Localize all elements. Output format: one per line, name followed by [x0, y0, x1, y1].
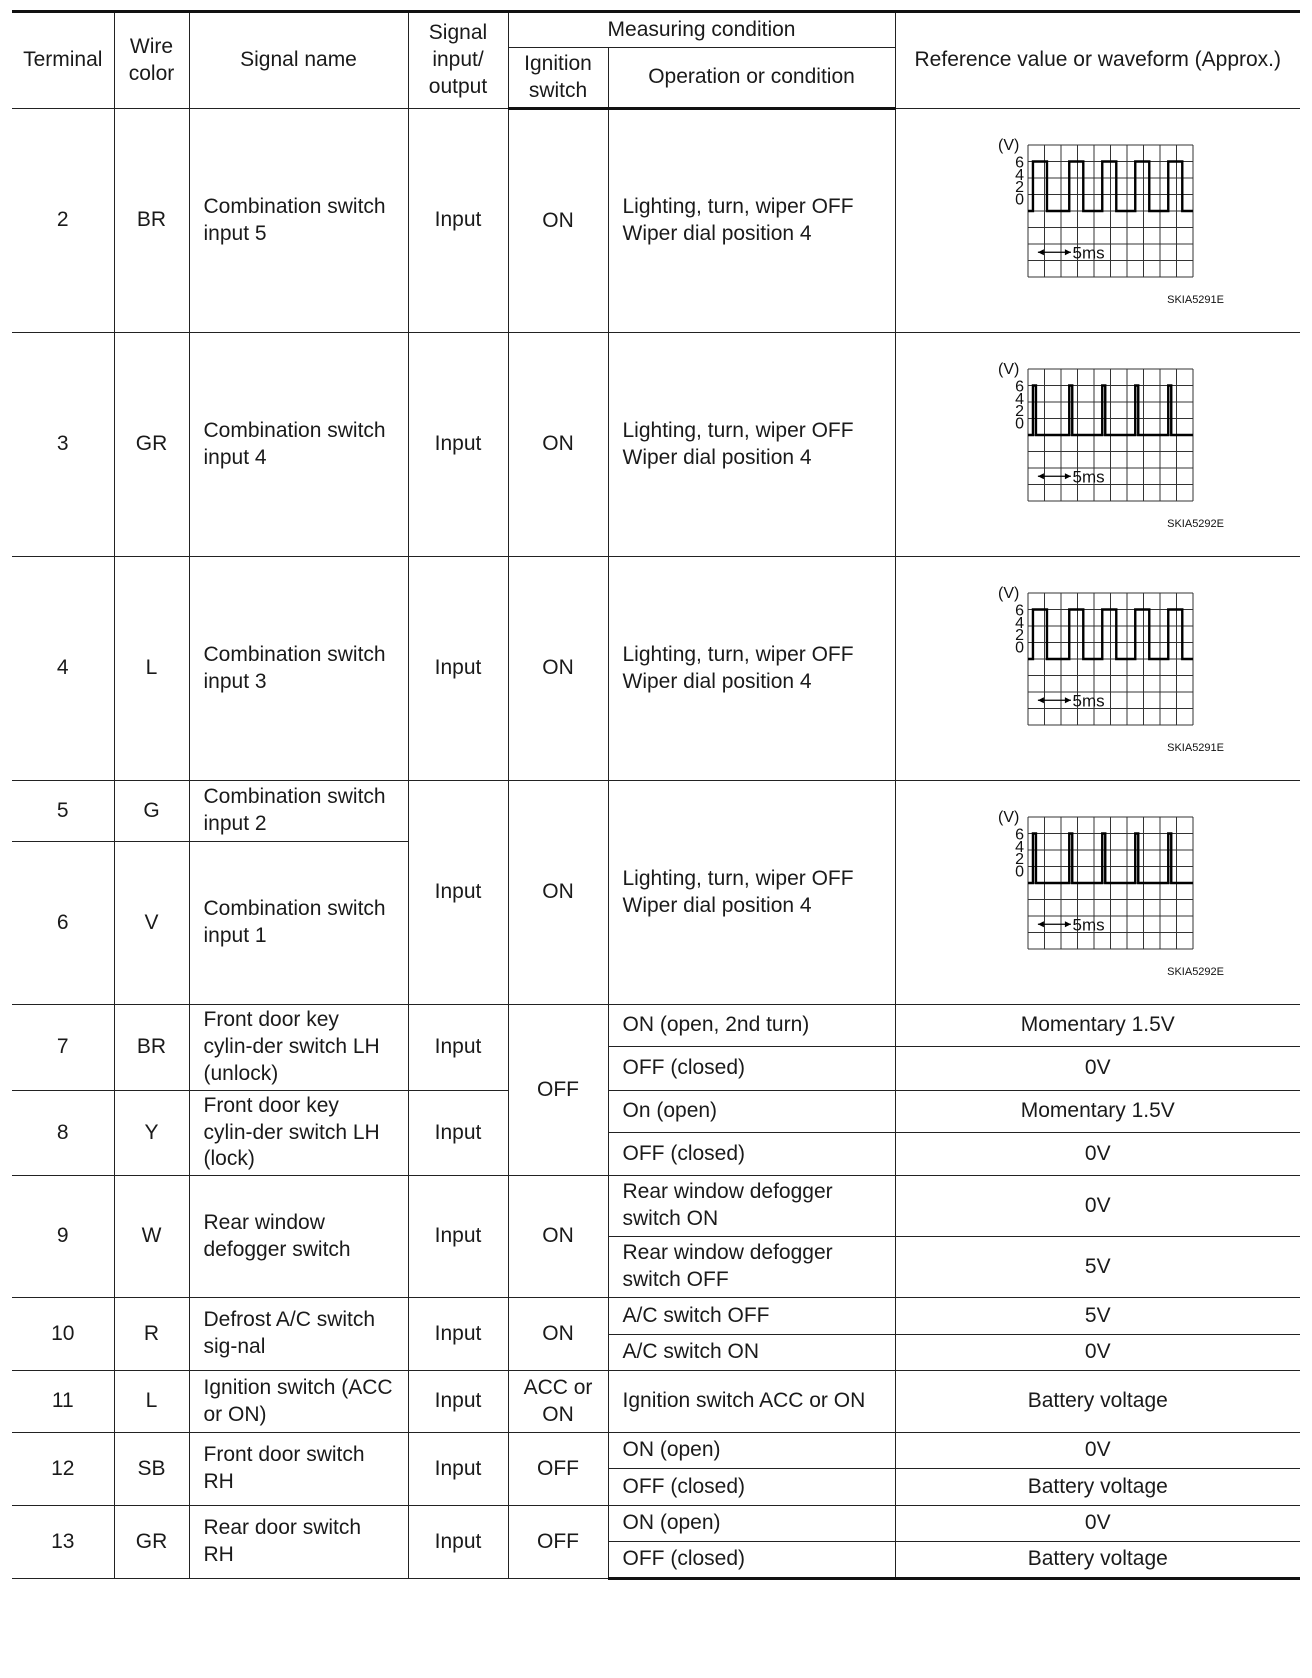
figure-code: SKIA5291E	[1166, 293, 1224, 306]
reference-value-cell: Battery voltage	[895, 1542, 1300, 1579]
signal-name-cell: Front door key cylin-der switch LH (lock)	[189, 1090, 408, 1176]
ignition-cell: OFF	[508, 1005, 608, 1176]
table-row	[12, 1090, 1300, 1133]
wire-color-cell: G	[114, 781, 189, 842]
terminal-cell: 5	[12, 781, 114, 842]
condition-cell: Rear window defogger switch OFF	[608, 1237, 895, 1298]
tick-label: 6	[1014, 377, 1024, 395]
tick-label: 4	[1014, 390, 1024, 408]
wire-color-cell: W	[114, 1176, 189, 1298]
terminal-cell: 12	[12, 1433, 114, 1506]
terminal-cell: 13	[12, 1506, 114, 1579]
unit-label: (V)	[997, 360, 1020, 378]
condition-line: Wiper dial position 4	[622, 893, 812, 917]
ignition-cell: ON	[508, 1298, 608, 1371]
signal-io-cell: Input	[408, 1298, 508, 1371]
condition-cell	[608, 333, 895, 557]
waveform-svg	[968, 131, 1228, 311]
table-row	[12, 1298, 1300, 1335]
signal-io-cell: Input	[408, 1090, 508, 1176]
condition-cell: A/C switch OFF	[608, 1298, 895, 1335]
waveform-cell	[895, 781, 1300, 1005]
table-row	[12, 557, 1300, 781]
tick-label: 2	[1014, 402, 1024, 420]
table-row	[12, 781, 1300, 842]
waveform-chart	[910, 579, 1287, 759]
table-row	[12, 333, 1300, 557]
signal-name-cell: Defrost A/C switch sig-nal	[189, 1298, 408, 1371]
waveform-svg	[968, 579, 1228, 759]
signal-name-cell: Front door key cylin-der switch LH (unlock)	[189, 1005, 408, 1091]
waveform-svg	[968, 803, 1228, 983]
signal-io-cell: Input	[408, 781, 508, 1005]
figure-code: SKIA5291E	[1166, 741, 1224, 754]
reference-value-cell: Battery voltage	[895, 1371, 1300, 1433]
condition-cell: Ignition switch ACC or ON	[608, 1371, 895, 1433]
condition-cell: OFF (closed)	[608, 1469, 895, 1506]
header-operation-condition: Operation or condition	[608, 48, 895, 109]
reference-value-cell: 5V	[895, 1298, 1300, 1335]
timebase-arrow-left	[1038, 473, 1044, 479]
wire-color-cell: L	[114, 557, 189, 781]
ignition-cell: OFF	[508, 1506, 608, 1579]
reference-value-cell: 0V	[895, 1335, 1300, 1371]
terminal-cell: 8	[12, 1090, 114, 1176]
reference-value-cell: 0V	[895, 1506, 1300, 1542]
wire-color-cell: Y	[114, 1090, 189, 1176]
ignition-cell: ON	[508, 557, 608, 781]
tick-label: 4	[1014, 614, 1024, 632]
signal-io-cell: Input	[408, 1506, 508, 1579]
condition-cell	[608, 109, 895, 333]
wire-color-cell: R	[114, 1298, 189, 1371]
terminal-cell: 11	[12, 1371, 114, 1433]
timebase-arrow-right	[1065, 473, 1071, 479]
signal-name-cell: Ignition switch (ACC or ON)	[189, 1371, 408, 1433]
condition-cell: OFF (closed)	[608, 1542, 895, 1579]
header-reference-value: Reference value or waveform (Approx.)	[895, 12, 1300, 109]
signal-io-cell: Input	[408, 333, 508, 557]
signal-io-cell: Input	[408, 1176, 508, 1298]
timebase-arrow-left	[1038, 697, 1044, 703]
condition-line: Lighting, turn, wiper OFF	[622, 195, 854, 219]
terminal-cell: 6	[12, 842, 114, 1005]
header-terminal: Terminal	[12, 12, 114, 109]
condition-cell: OFF (closed)	[608, 1133, 895, 1176]
timebase-label: 5ms	[1072, 466, 1105, 486]
terminal-cell: 2	[12, 109, 114, 333]
terminal-cell: 7	[12, 1005, 114, 1091]
condition-line: Lighting, turn, wiper OFF	[622, 866, 854, 890]
unit-label: (V)	[997, 584, 1020, 602]
tick-label: 2	[1014, 850, 1024, 868]
reference-value-cell: Battery voltage	[895, 1469, 1300, 1506]
signal-name-cell: Combination switch input 3	[189, 557, 408, 781]
condition-cell	[608, 781, 895, 1005]
ignition-cell: ON	[508, 1176, 608, 1298]
tick-label: 4	[1014, 838, 1024, 856]
timebase-label: 5ms	[1072, 914, 1105, 934]
table-row	[12, 1371, 1300, 1433]
tick-label: 4	[1014, 166, 1024, 184]
signal-io-cell: Input	[408, 1371, 508, 1433]
wire-color-cell: BR	[114, 1005, 189, 1091]
condition-line: Wiper dial position 4	[622, 222, 812, 245]
condition-cell: Rear window defogger switch ON	[608, 1176, 895, 1237]
signal-name-cell: Front door switch RH	[189, 1433, 408, 1506]
table-row	[12, 1176, 1300, 1237]
wire-color-cell: BR	[114, 109, 189, 333]
signal-name-cell: Combination switch input 5	[189, 109, 408, 333]
header-measuring-condition: Measuring condition	[508, 12, 895, 48]
terminal-cell: 4	[12, 557, 114, 781]
tick-label: 2	[1014, 626, 1024, 644]
signal-name-cell: Combination switch input 1	[189, 842, 408, 1005]
waveform-cell	[895, 109, 1300, 333]
tick-label: 6	[1014, 825, 1024, 843]
waveform-chart	[910, 355, 1287, 535]
condition-line: Lighting, turn, wiper OFF	[622, 642, 854, 666]
wire-color-cell: V	[114, 842, 189, 1005]
figure-code: SKIA5292E	[1166, 517, 1224, 530]
table-row	[12, 1433, 1300, 1469]
reference-value-cell: Momentary 1.5V	[895, 1090, 1300, 1133]
condition-cell: A/C switch ON	[608, 1335, 895, 1371]
header-signal-name: Signal name	[189, 12, 408, 109]
condition-cell	[608, 557, 895, 781]
signal-name-cell: Rear door switch RH	[189, 1506, 408, 1579]
ignition-cell: ON	[508, 333, 608, 557]
terminal-spec-sheet	[12, 10, 1300, 1580]
terminal-spec-table	[12, 10, 1300, 1580]
table-row	[12, 1005, 1300, 1047]
condition-cell: ON (open)	[608, 1433, 895, 1469]
tick-label: 0	[1014, 415, 1024, 432]
reference-value-cell: Momentary 1.5V	[895, 1005, 1300, 1047]
tick-label: 0	[1014, 639, 1024, 656]
unit-label: (V)	[997, 808, 1020, 826]
unit-label: (V)	[997, 136, 1020, 154]
header-signal-io: Signal input/ output	[408, 12, 508, 109]
signal-io-cell: Input	[408, 1005, 508, 1091]
waveform-chart	[910, 131, 1287, 311]
ignition-cell: ACC or ON	[508, 1371, 608, 1433]
wire-color-cell: SB	[114, 1433, 189, 1506]
ignition-cell: OFF	[508, 1433, 608, 1506]
condition-line: Wiper dial position 4	[622, 669, 812, 693]
reference-value-cell: 5V	[895, 1237, 1300, 1298]
table-row	[12, 109, 1300, 333]
waveform-svg	[968, 355, 1228, 535]
figure-code: SKIA5292E	[1166, 965, 1224, 978]
terminal-cell: 10	[12, 1298, 114, 1371]
terminal-cell: 9	[12, 1176, 114, 1298]
signal-io-cell: Input	[408, 1433, 508, 1506]
waveform-cell	[895, 333, 1300, 557]
condition-cell: ON (open)	[608, 1506, 895, 1542]
timebase-arrow-right	[1065, 921, 1071, 927]
timebase-arrow-right	[1065, 697, 1071, 703]
signal-name-cell: Combination switch input 4	[189, 333, 408, 557]
ignition-cell: ON	[508, 109, 608, 333]
signal-io-cell: Input	[408, 109, 508, 333]
signal-io-cell: Input	[408, 557, 508, 781]
timebase-arrow-right	[1065, 249, 1071, 255]
signal-name-cell: Rear window defogger switch	[189, 1176, 408, 1298]
reference-value-cell: 0V	[895, 1133, 1300, 1176]
tick-label: 6	[1014, 153, 1024, 171]
terminal-cell: 3	[12, 333, 114, 557]
condition-line: Wiper dial position 4	[622, 445, 812, 469]
wire-color-cell: L	[114, 1371, 189, 1433]
tick-label: 0	[1014, 863, 1024, 880]
header-wire-color: Wire color	[114, 12, 189, 109]
condition-cell: On (open)	[608, 1090, 895, 1133]
timebase-arrow-left	[1038, 249, 1044, 255]
wire-color-cell: GR	[114, 1506, 189, 1579]
table-row	[12, 1506, 1300, 1542]
timebase-label: 5ms	[1072, 690, 1105, 710]
waveform-chart	[910, 803, 1287, 983]
tick-label: 0	[1014, 191, 1024, 208]
signal-name-cell: Combination switch input 2	[189, 781, 408, 842]
tick-label: 2	[1014, 178, 1024, 196]
tick-label: 6	[1014, 601, 1024, 619]
condition-cell: OFF (closed)	[608, 1047, 895, 1090]
timebase-arrow-left	[1038, 921, 1044, 927]
ignition-cell: ON	[508, 781, 608, 1005]
reference-value-cell: 0V	[895, 1176, 1300, 1237]
condition-cell: ON (open, 2nd turn)	[608, 1005, 895, 1047]
waveform-cell	[895, 557, 1300, 781]
reference-value-cell: 0V	[895, 1433, 1300, 1469]
reference-value-cell: 0V	[895, 1047, 1300, 1090]
wire-color-cell: GR	[114, 333, 189, 557]
timebase-label: 5ms	[1072, 242, 1105, 262]
header-ignition-switch: Ignition switch	[508, 48, 608, 109]
condition-line: Lighting, turn, wiper OFF	[622, 418, 854, 442]
